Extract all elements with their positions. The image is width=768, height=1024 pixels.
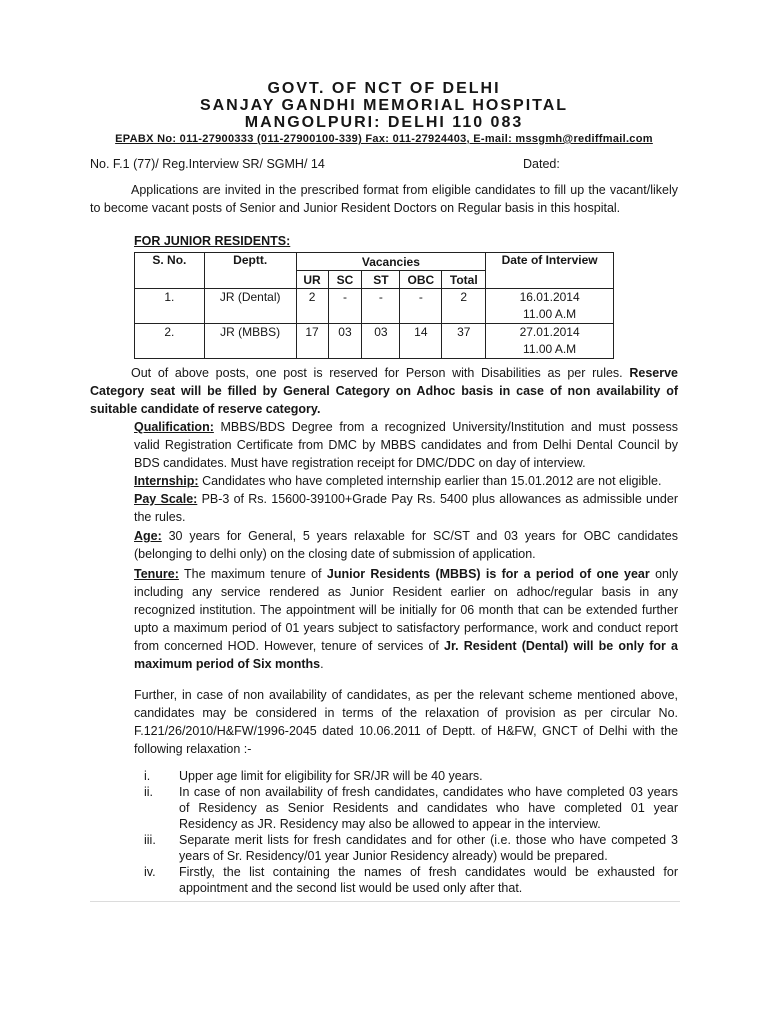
list-text: Separate merit lists for fresh candidates and for other (i.e. those who have competed 3 years of Sr. Residency/01 year Junior Residency already) would be prepared. [179, 833, 678, 863]
list-number: ii. [144, 785, 154, 799]
cell-total: 37 [442, 324, 486, 359]
col-obc: OBC [400, 271, 442, 289]
list-item [134, 832, 678, 864]
interview-time: 11.00 A.M [523, 307, 577, 321]
cell-obc: 14 [400, 324, 442, 359]
list-text: In case of non availability of fresh candidates, candidates who have completed 03 years of Residency as Senior Residents and candidates who have completed 01 year Residency as JR. Residency may also be allowed to appear in the interview. [179, 785, 678, 831]
contact-line: EPABX No: 011-27900333 (011-27900100-339) Fax: 011-27924403, E-mail: mssgmh@rediffmail.com [115, 133, 653, 145]
cell-sno: 2. [135, 324, 205, 359]
tenure-bold-1: Junior Residents (MBBS) is for a period of one year [326, 567, 650, 581]
cell-date [486, 289, 614, 324]
govt-title: GOVT. OF NCT OF DELHI [267, 80, 501, 97]
tenure-end: . [320, 657, 324, 671]
relaxation-list [134, 768, 678, 896]
col-vacancies: Vacancies [296, 253, 486, 271]
pwd-note: Out of above posts, one post is reserved for Person with Disabilities as per rules. [131, 366, 623, 380]
age-text: 30 years for General, 5 years relaxable for SC/ST and 03 years for OBC candidates (belonging to delhi only) on the closing date of submission of application. [134, 529, 678, 561]
col-date-of-interview: Date of Interview [486, 253, 614, 289]
dated-label: Dated: [523, 157, 560, 171]
tenure-label: Tenure: [134, 567, 179, 581]
age-label: Age: [134, 529, 162, 543]
interview-time: 11.00 A.M [523, 342, 577, 356]
list-item [134, 864, 678, 896]
list-text: Firstly, the list containing the names of fresh candidates would be exhausted for appointment and the second list would be used only after that. [179, 865, 678, 895]
cell-sc: - [328, 289, 362, 324]
cell-date [486, 324, 614, 359]
list-number: i. [144, 769, 151, 783]
col-sc: SC [328, 271, 362, 289]
tenure-text-2: only including any service rendered as Junior Resident earlier on adhoc/regular basis in any recognized institution. The appointment will be initially for 06 month that can be extended further upto a maximum period of 01 years subject to satisfactory performance, work and conduct report from concerned HOD. However, tenure of services of [134, 567, 679, 653]
internship-text: Candidates who have completed internship earlier than 15.01.2012 are not eligible. [202, 474, 662, 488]
table-row [135, 324, 614, 359]
cell-dept: JR (MBBS) [204, 324, 296, 359]
col-st: ST [362, 271, 400, 289]
cell-ur: 2 [296, 289, 328, 324]
junior-residents-heading: FOR JUNIOR RESIDENTS: [134, 234, 291, 248]
cell-obc: - [400, 289, 442, 324]
cell-sc: 03 [328, 324, 362, 359]
reservation-paragraph [90, 364, 678, 418]
reference-line [90, 157, 678, 171]
further-paragraph: Further, in case of non availability of candidates, as per the relevant scheme mentioned above, candidates may be considered in terms of the relaxation of provision as per circular No. F.121/26/2010/H&FW/1996-2045 dated 10.06.2011 of Deptt. of H&FW, GNCT of Delhi with the following relaxation :- [134, 688, 678, 756]
list-item [134, 768, 678, 784]
col-ur: UR [296, 271, 328, 289]
cell-sno: 1. [135, 289, 205, 324]
page-divider [90, 901, 680, 902]
vacancy-table [134, 252, 614, 359]
cell-dept: JR (Dental) [204, 289, 296, 324]
cell-st: 03 [362, 324, 400, 359]
reference-number: No. F.1 (77)/ Reg.Interview SR/ SGMH/ 14 [90, 157, 325, 171]
pay-scale-label: Pay Scale: [134, 492, 198, 506]
qualification-paragraph [134, 418, 678, 472]
col-sno: S. No. [135, 253, 205, 289]
tenure-text-1: The maximum tenure of [184, 567, 322, 581]
list-number: iv. [144, 865, 156, 879]
cell-st: - [362, 289, 400, 324]
pay-scale-text: PB-3 of Rs. 15600-39100+Grade Pay Rs. 5400 plus allowances as admissible under the rules. [134, 492, 678, 524]
cell-total: 2 [442, 289, 486, 324]
reserve-note: Reserve Category seat will be filled by General Category on Adhoc basis in case of non availability of suitable candidate of reserve category. [90, 366, 678, 416]
letterhead [0, 80, 768, 145]
col-total: Total [442, 271, 486, 289]
col-dept: Deptt. [204, 253, 296, 289]
internship-label: Internship: [134, 474, 199, 488]
intro-paragraph: Applications are invited in the prescribed format from eligible candidates to fill up the vacant/likely to become vacant posts of Senior and Junior Resident Doctors on Regular basis in this hospital. [90, 183, 678, 215]
interview-date: 16.01.2014 [519, 290, 580, 304]
pay-scale-paragraph [134, 490, 678, 526]
table-header-row [135, 253, 614, 271]
age-paragraph [134, 527, 678, 563]
hospital-name: SANJAY GANDHI MEMORIAL HOSPITAL [199, 97, 569, 114]
internship-paragraph [134, 472, 678, 490]
list-number: iii. [144, 833, 156, 847]
tenure-paragraph [134, 565, 678, 673]
qualification-label: Qualification: [134, 420, 214, 434]
qualification-text: MBBS/BDS Degree from a recognized University/Institution and must possess valid Registration Certificate from DMC by MBBS candidates and from Delhi Dental Council by BDS candidates. Must have registration receipt for DMC/DDC on day of interview. [134, 420, 678, 470]
interview-date: 27.01.2014 [519, 325, 580, 339]
tenure-bold-2: Jr. Resident (Dental) will be only for a maximum period of Six months [134, 639, 678, 671]
table-row [135, 289, 614, 324]
list-item [134, 784, 678, 832]
hospital-address: MANGOLPURI: DELHI 110 083 [244, 114, 524, 131]
cell-ur: 17 [296, 324, 328, 359]
list-text: Upper age limit for eligibility for SR/JR will be 40 years. [179, 769, 483, 783]
